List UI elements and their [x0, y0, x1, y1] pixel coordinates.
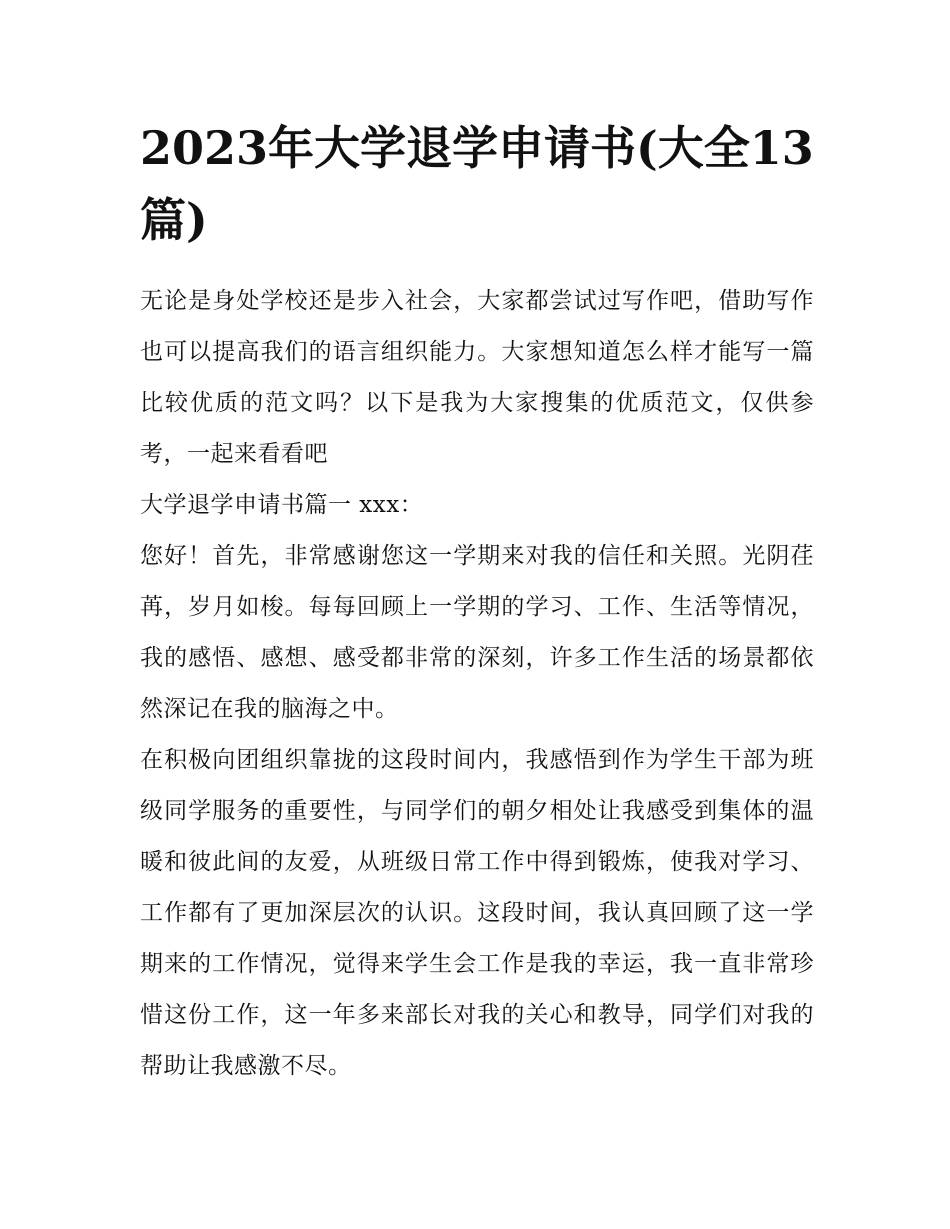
- document-title: 2023年大学退学申请书(大全13篇): [140, 121, 814, 247]
- body-paragraph: 在积极向团组织靠拢的这段时间内，我感悟到作为学生干部为班级同学服务的重要性，与同学们的朝夕相处让我感受到集体的温暖和彼此间的友爱，从班级日常工作中得到锻炼，使我对学习、工作都有了更加深层次的认识。这段时间，我认真回顾了这一学期来的工作情况，觉得来学生会工作是我的幸运，我一直非常珍惜这份工作，这一年多来部长对我的关心和教导，同学们对我的帮助让我感激不尽。: [140, 747, 814, 1079]
- body-paragraph: 您好！首先，非常感谢您这一学期来对我的信任和关照。光阴荏苒，岁月如梭。每每回顾上一学期的学习、工作、生活等情况，我的感悟、感想、感受都非常的深刻，许多工作生活的场景都依然深记在我的脑海之中。: [140, 543, 814, 722]
- section-heading-salutation: 大学退学申请书篇一 xxx：: [140, 492, 424, 518]
- document-page: [140, 112, 814, 1092]
- intro-paragraph: 无论是身处学校还是步入社会，大家都尝试过写作吧，借助写作也可以提高我们的语言组织能力。大家想知道怎么样才能写一篇比较优质的范文吗？以下是我为大家搜集的优质范文，仅供参考，一起来看看吧: [140, 288, 814, 467]
